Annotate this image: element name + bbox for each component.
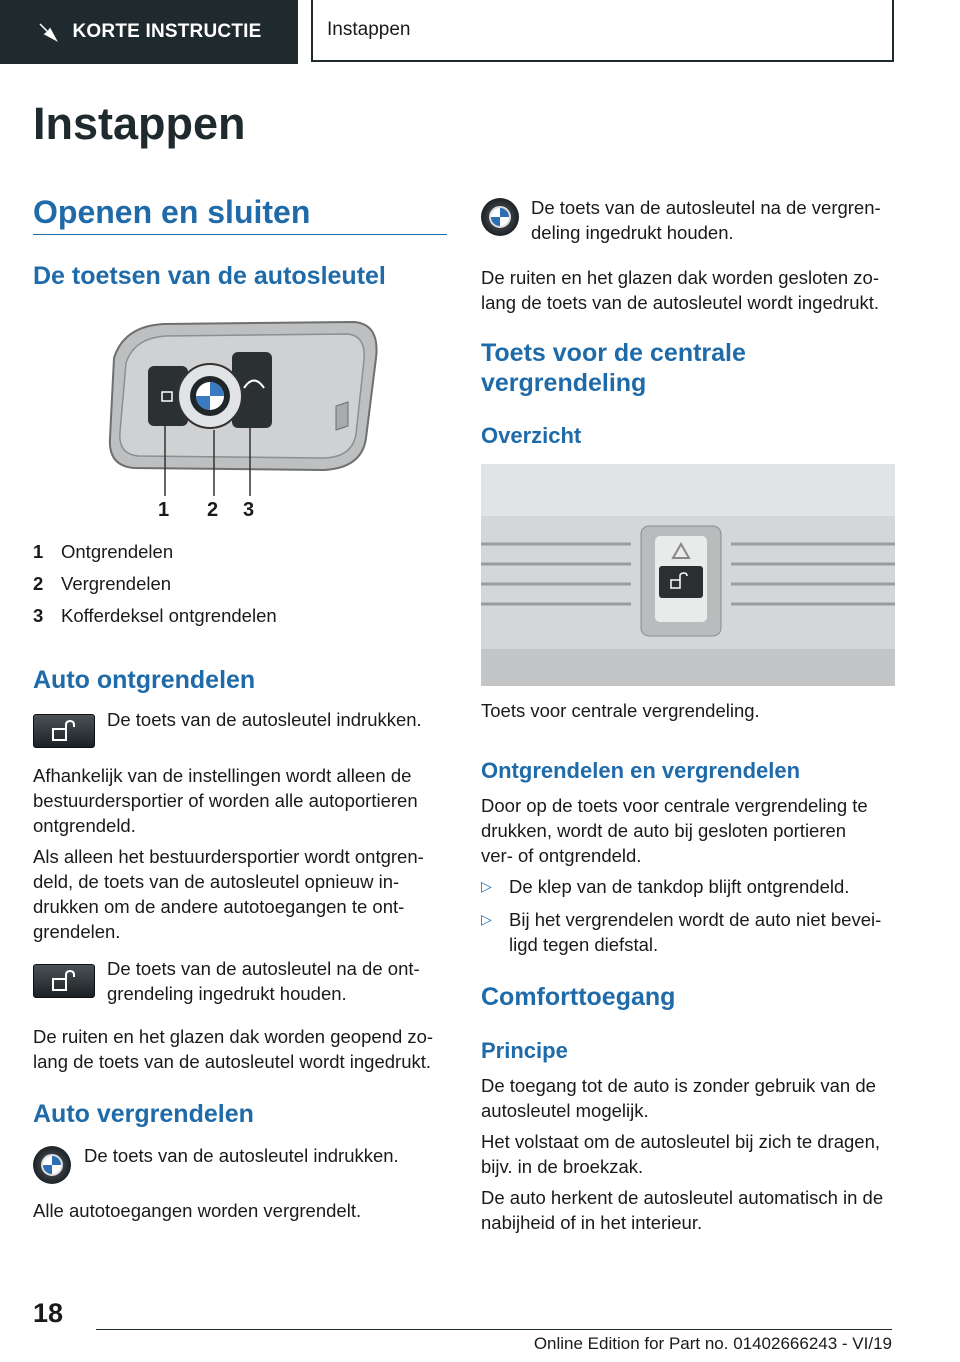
unlock-heading: Auto ontgrendelen (33, 666, 256, 694)
key-callout-1: 1 (158, 499, 170, 521)
lock-step: De toets van de autosleutel indrukken. (84, 1145, 399, 1166)
quick-start-icon (37, 21, 59, 43)
principle-paragraph-1: De toegang tot de auto is zonder gebruik van de autosleutel mogelijk. (481, 1075, 876, 1121)
footer-rule (96, 1329, 892, 1330)
triangle-bullet-icon: ▷ (481, 911, 492, 927)
bullet-text: Bij het vergrendelen wordt de auto niet beveiligd tegen diefstal. (509, 909, 882, 955)
page-number: 18 (33, 1298, 64, 1328)
photo-caption: Toets voor centrale vergrendeling. (481, 700, 760, 721)
lockunlock-paragraph: Door op de toets voor centrale vergrendeling te drukken, wordt de auto bij gesloten portieren ver- of ontgrendeld. (481, 795, 868, 866)
legend-number: 1 (33, 541, 44, 562)
heading-rule (33, 234, 447, 235)
principle-paragraph-2: Het volstaat om de autosleutel bij zich te dragen, bijv. in de broekzak. (481, 1131, 881, 1177)
key-callout-2: 2 (207, 499, 219, 521)
unlock-icon (51, 970, 77, 992)
lock-hold-step: De toets van de autosleutel na de vergrendeling ingedrukt houden. (531, 197, 881, 243)
section-tab-label: KORTE INSTRUCTIE (72, 21, 262, 42)
lock-paragraph-1: Alle autotoegangen worden vergrendelt. (33, 1200, 362, 1221)
lockunlock-heading: Ontgrendelen en vergrendelen (481, 758, 801, 783)
overview-heading: Overzicht (481, 423, 582, 448)
legend-number: 2 (33, 573, 44, 594)
legend-text: Kofferdeksel ontgrendelen (61, 605, 277, 626)
principle-paragraph-3: De auto herkent de autosleutel automatisch in de nabijheid of in het interieur. (481, 1187, 884, 1233)
legend-text: Ontgrendelen (61, 541, 174, 562)
unlock-paragraph-3: De ruiten en het glazen dak worden geopend zolang de toets van de autosleutel wordt ingedrukt. (33, 1026, 434, 1072)
section-heading: Openen en sluiten (33, 194, 311, 230)
footer-edition: Online Edition for Part no. 01402666243 - VI/19 (533, 1334, 892, 1353)
key-legend (33, 536, 277, 632)
subheading-keys: De toetsen van de autosleutel (33, 262, 386, 290)
section-tab[interactable] (0, 0, 298, 64)
central-locking-photo (481, 464, 895, 686)
legend-number: 3 (33, 605, 44, 626)
lock-heading: Auto vergrendelen (33, 1100, 254, 1128)
unlock-paragraph-1: Afhankelijk van de instellingen wordt alleen de bestuurdersportier of worden alle autoportieren ontgrendeld. (33, 765, 418, 836)
chapter-tab-label: Instappen (327, 19, 411, 40)
key-callout-3: 3 (243, 499, 255, 521)
list-item (481, 874, 895, 899)
unlock-paragraph-2: Als alleen het bestuurdersportier wordt ontgrendeld, de toets van de autosleutel opnieuw indrukken om de andere autotoegangen te ontgrendelen. (33, 846, 424, 942)
unlock-hold-key-button (33, 964, 95, 998)
legend-item (33, 568, 277, 600)
triangle-bullet-icon: ▷ (481, 878, 492, 894)
lock-paragraph-2: De ruiten en het glazen dak worden gesloten zolang de toets van de autosleutel wordt ingedrukt. (481, 267, 880, 313)
bmw-lock-icon (481, 198, 519, 236)
unlock-key-button (33, 714, 95, 748)
unlock-hold-step: De toets van de autosleutel na de ontgrendeling ingedrukt houden. (107, 958, 420, 1004)
central-locking-heading: Toets voor de centrale vergrendeling (481, 339, 746, 397)
unlock-icon (51, 720, 77, 742)
chapter-tab[interactable] (311, 0, 894, 62)
page-title: Instappen (33, 98, 246, 149)
legend-item (33, 536, 277, 568)
key-fob-illustration (104, 318, 384, 528)
bullet-text: De klep van de tankdop blijft ontgrendeld. (509, 876, 850, 897)
bmw-lock-icon (33, 1146, 71, 1184)
bullet-list (481, 874, 895, 957)
list-item (481, 907, 895, 957)
comfort-heading: Comforttoegang (481, 983, 676, 1011)
legend-item (33, 600, 277, 632)
legend-text: Vergrendelen (61, 573, 172, 594)
unlock-step: De toets van de autosleutel indrukken. (107, 709, 422, 730)
principle-heading: Principe (481, 1038, 568, 1063)
